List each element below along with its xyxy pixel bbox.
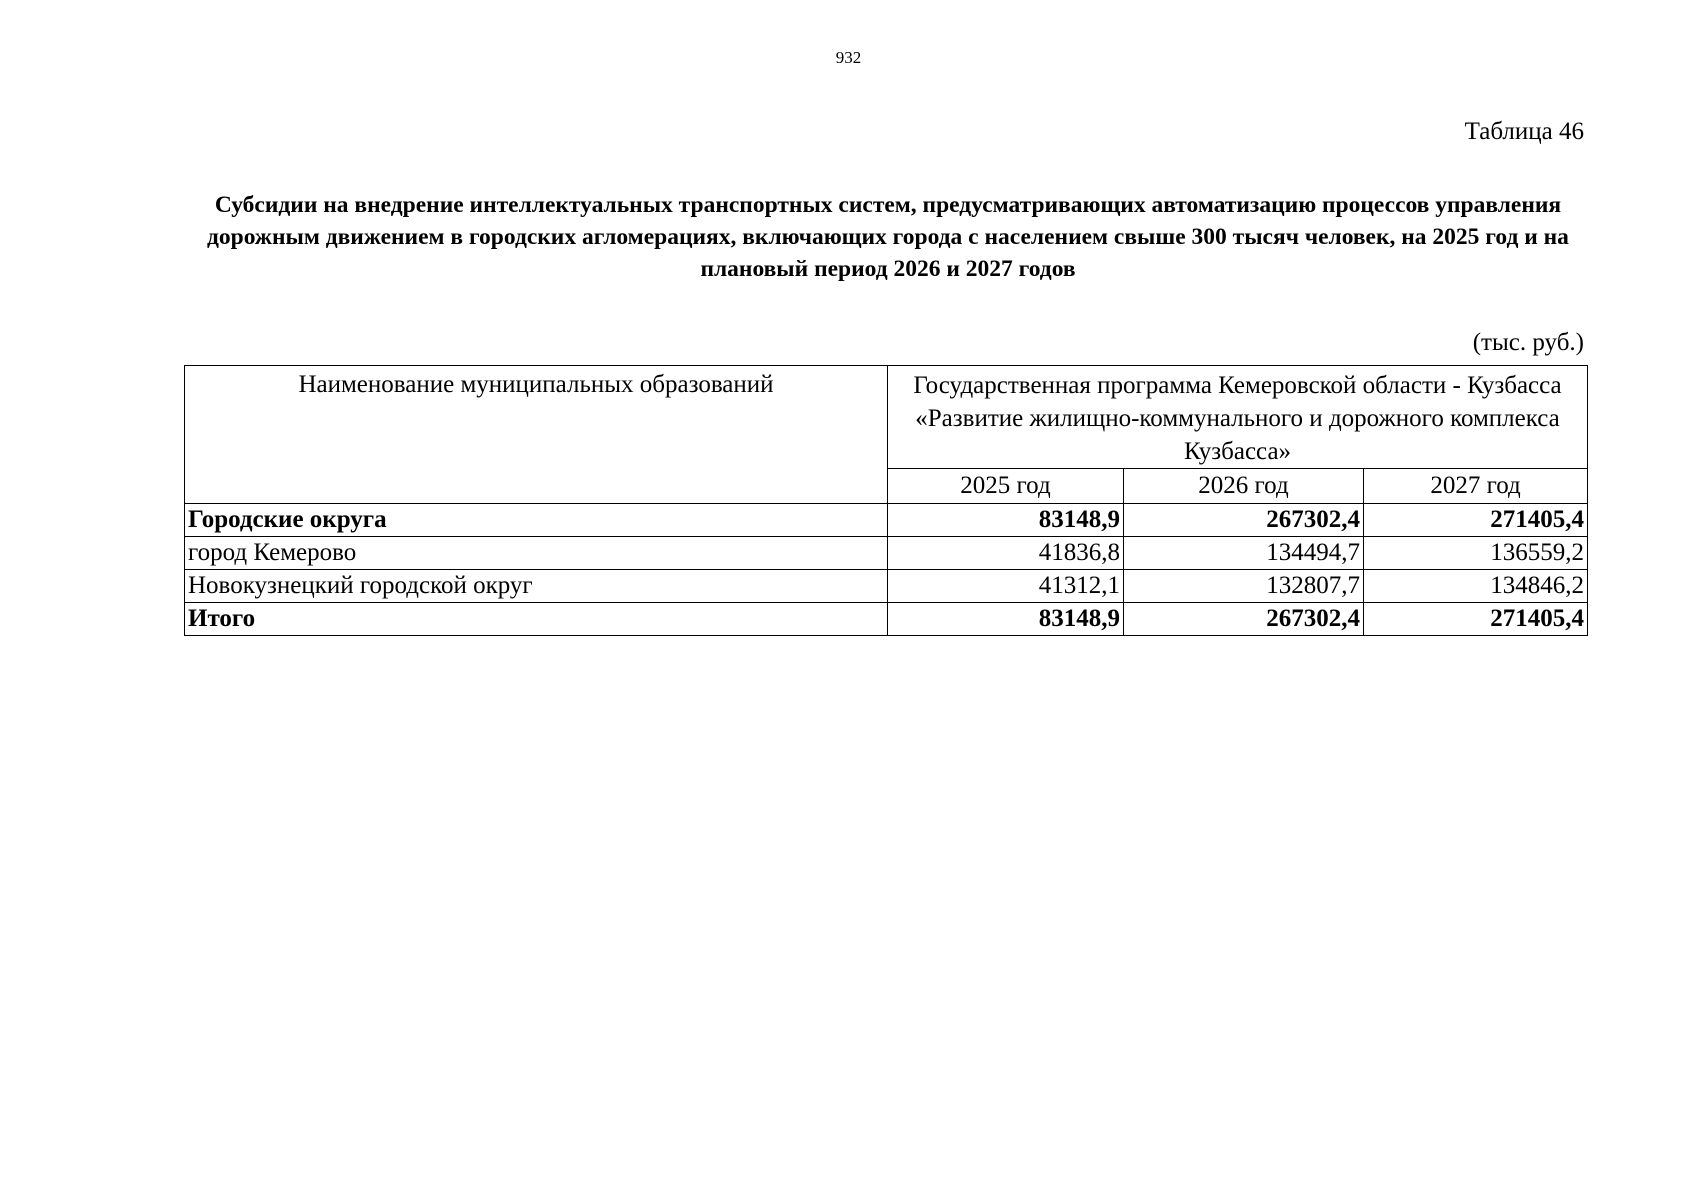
cell-2027: 271405,4 (1364, 603, 1588, 636)
subsidies-table (184, 365, 1588, 636)
cell-2025: 41312,1 (888, 570, 1124, 603)
cell-2025: 41836,8 (888, 537, 1124, 570)
table-label: Таблица 46 (1464, 118, 1584, 145)
header-year-2025: 2025 год (888, 469, 1124, 504)
row-name: Итого (185, 603, 888, 636)
row-name: город Кемерово (185, 537, 888, 570)
row-name: Новокузнецкий городской округ (185, 570, 888, 603)
table-row (185, 537, 1588, 570)
header-year-2026: 2026 год (1124, 469, 1364, 504)
cell-2027: 134846,2 (1364, 570, 1588, 603)
document-title: Субсидии на внедрение интеллектуальных транспортных систем, предусматривающих автоматизацию процессов управления дорожным движением в городских агломерациях, включающих города с населением свыше 300 тысяч человек, на 2025 год и на плановый период 2026 и 2027 годов (207, 192, 1569, 282)
row-name: Городские округа (185, 504, 888, 537)
cell-2026: 134494,7 (1124, 537, 1364, 570)
cell-2026: 267302,4 (1124, 603, 1364, 636)
cell-2027: 136559,2 (1364, 537, 1588, 570)
cell-2025: 83148,9 (888, 603, 1124, 636)
table-row-total (185, 603, 1588, 636)
table-header-row (185, 366, 1588, 469)
table-row (185, 570, 1588, 603)
header-municipality-name: Наименование муниципальных образований (185, 366, 888, 504)
cell-2026: 267302,4 (1124, 504, 1364, 537)
header-year-2027: 2027 год (1364, 469, 1588, 504)
cell-2027: 271405,4 (1364, 504, 1588, 537)
table-row (185, 504, 1588, 537)
cell-2025: 83148,9 (888, 504, 1124, 537)
page-number: 932 (835, 48, 862, 67)
units-label: (тыс. руб.) (1472, 329, 1584, 356)
cell-2026: 132807,7 (1124, 570, 1364, 603)
header-state-program: Государственная программа Кемеровской области - Кузбасса «Развитие жилищно-коммунального и дорожного комплекса Кузбасса» (888, 366, 1588, 469)
